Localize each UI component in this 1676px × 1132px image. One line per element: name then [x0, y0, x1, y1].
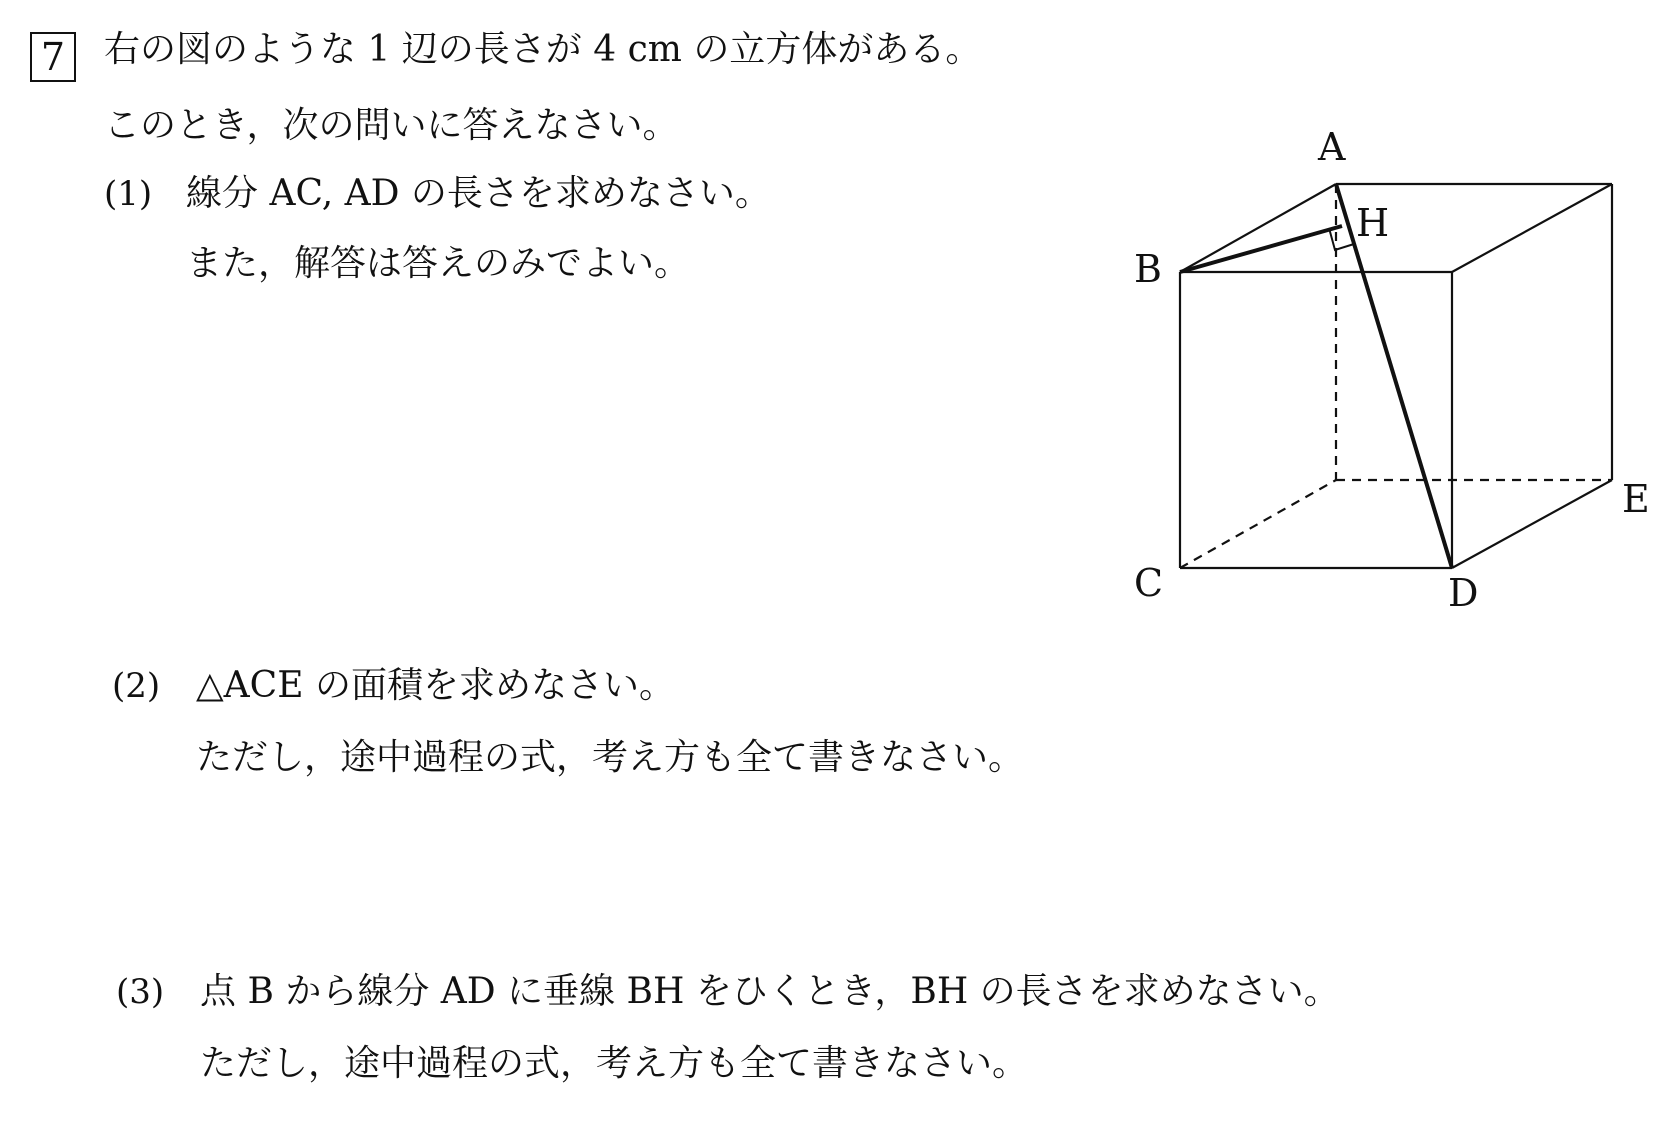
segment-AD [1336, 184, 1452, 568]
cube-edge-bottom-right [1452, 480, 1612, 568]
segment-BH [1180, 226, 1342, 272]
question-3-note: ただし，途中過程の式，考え方も全て書きなさい。 [200, 1043, 1029, 1084]
problem-number: 7 [30, 32, 76, 82]
question-1-text: 線分 AC, AD の長さを求めなさい。 [186, 173, 771, 214]
vertex-label-A: A [1318, 125, 1346, 169]
problem-intro-line1: 右の図のような 1 辺の長さが 4 cm の立方体がある。 [104, 29, 982, 70]
vertex-label-B: B [1134, 247, 1162, 291]
question-2-text: △ACE の面積を求めなさい。 [196, 665, 675, 706]
vertex-label-C: C [1134, 561, 1164, 605]
question-2-label: (2) [112, 666, 161, 706]
vertex-label-E: E [1622, 477, 1650, 521]
question-3-label: (3) [116, 972, 165, 1012]
question-1-label: (1) [104, 174, 153, 214]
question-2-note: ただし，途中過程の式，考え方も全て書きなさい。 [196, 737, 1025, 778]
cube-edge-top-right [1452, 184, 1612, 272]
question-1-note: また，解答は答えのみでよい。 [186, 243, 691, 284]
vertex-label-H: H [1356, 201, 1390, 245]
cube-edge-BA [1180, 184, 1336, 272]
problem-intro-line2: このとき，次の問いに答えなさい。 [104, 105, 679, 146]
vertex-label-D: D [1448, 571, 1479, 615]
question-3-text: 点 B から線分 AD に垂線 BH をひくとき，BH の長さを求めなさい。 [200, 971, 1340, 1012]
hidden-edge-left-bottom [1180, 480, 1336, 568]
